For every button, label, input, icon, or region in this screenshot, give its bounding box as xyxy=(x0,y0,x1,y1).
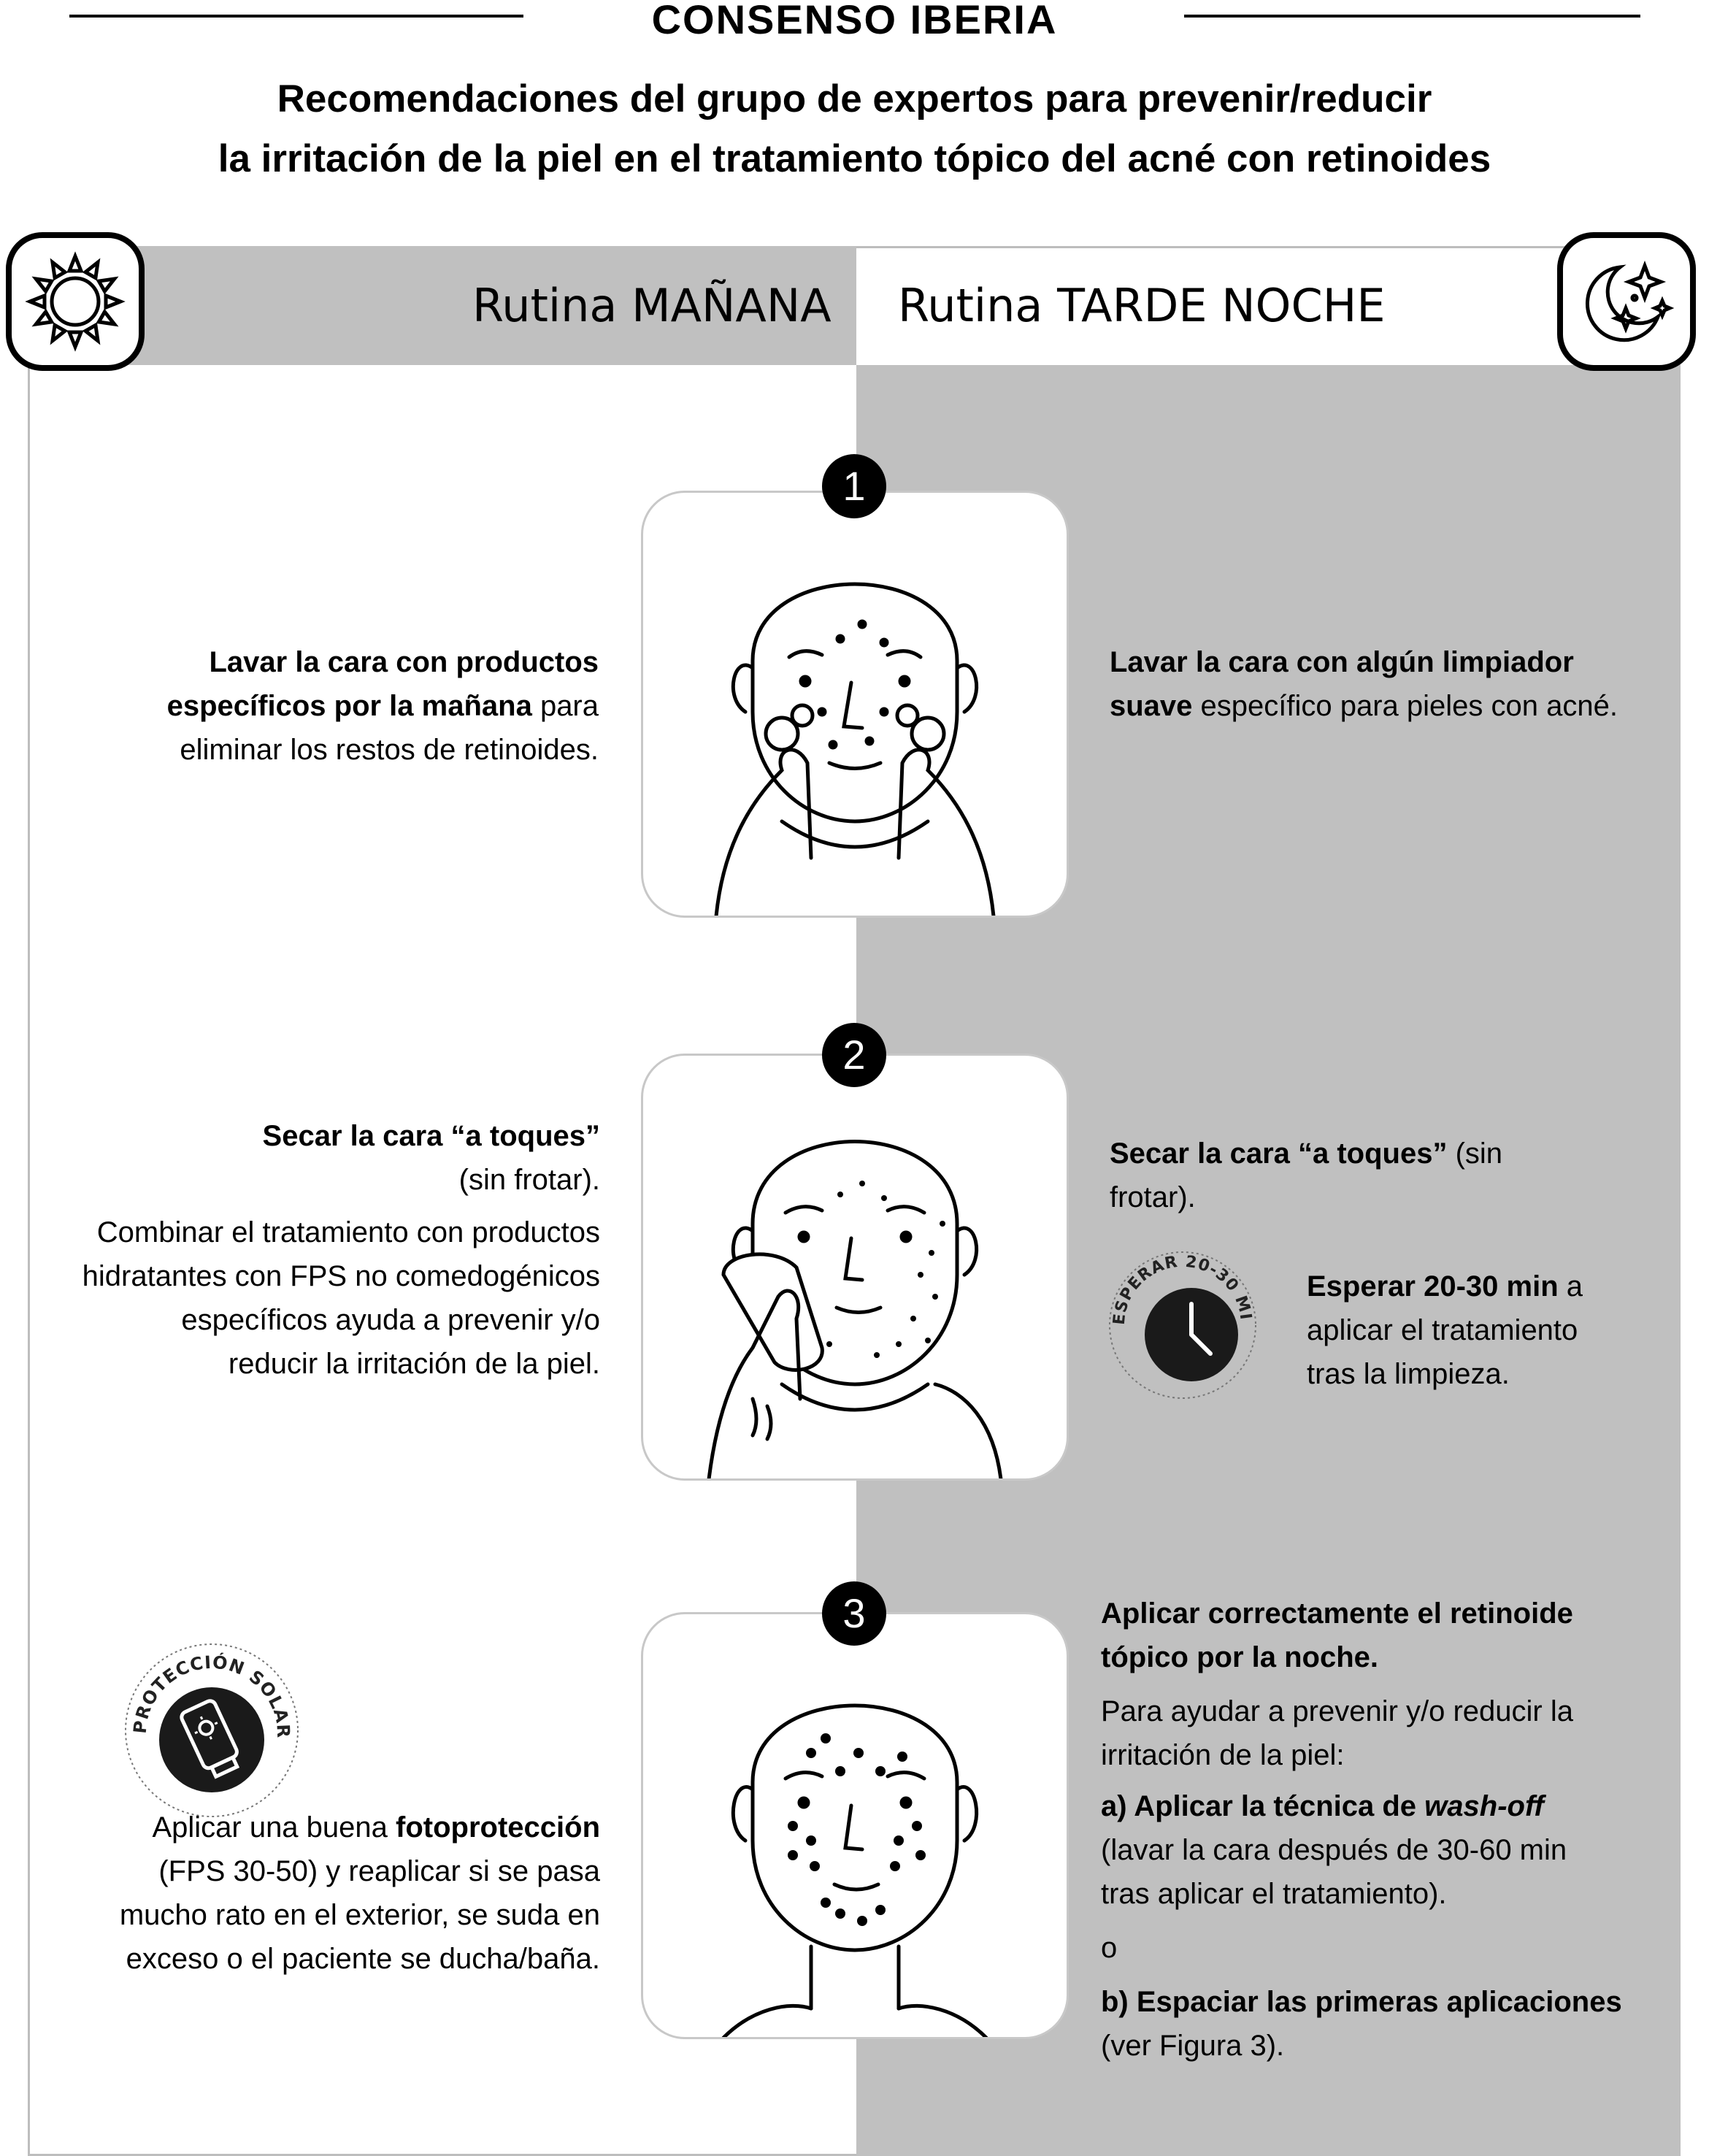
step-1-night-text xyxy=(1110,640,1679,728)
subtitle-line-2: la irritación de la piel en el tratamiento tópico del acné con retinoides xyxy=(218,137,1491,180)
step-1-morning-rest-2: para xyxy=(531,690,599,722)
step-2-night-line-2: frotar). xyxy=(1110,1181,1196,1213)
face-applying-dots-icon xyxy=(643,1614,1067,2038)
step-1-morning-line-3: eliminar los restos de retinoides. xyxy=(180,734,599,766)
step-3-option-b-line-2: (ver Figura 3). xyxy=(1101,2030,1285,2062)
step-3-night-line-3: Para ayudar a prevenir y/o reducir la xyxy=(1101,1695,1573,1727)
step-1-morning-text xyxy=(88,640,599,772)
step-3-option-b-bold: b) Espaciar las primeras aplicaciones xyxy=(1101,1986,1622,2018)
morning-routine-label: Rutina MAÑANA xyxy=(472,279,832,332)
step-3-number: 3 xyxy=(822,1581,886,1646)
step-2-number: 2 xyxy=(822,1023,886,1087)
step-3-option-a-line-3: tras aplicar el tratamiento). xyxy=(1101,1878,1447,1910)
step-3-night-text xyxy=(1101,1592,1679,2068)
clock-badge-text: ESPERAR 20-30 MI xyxy=(1110,1252,1255,1326)
step-3-or: o xyxy=(1101,1932,1118,1964)
step-1-morning-bold-1: Lavar la cara con productos xyxy=(209,646,599,678)
step-1-illustration xyxy=(641,491,1069,918)
sun-badge-text: PROTECCIÓN SOLAR xyxy=(129,1651,294,1739)
clock-icon xyxy=(1145,1288,1238,1381)
step-3-morning-text xyxy=(44,1806,600,1981)
step-3-night-bold-2: tópico por la noche xyxy=(1101,1641,1370,1673)
step-1-morning-bold-2: específicos por la mañana xyxy=(166,690,532,722)
step-2-wait-line-2: aplicar el tratamiento xyxy=(1307,1314,1578,1346)
step-3-option-a-italic: wash-off xyxy=(1424,1790,1544,1822)
sun-icon xyxy=(6,232,145,371)
step-2-morning-line-2: (sin frotar). xyxy=(458,1164,600,1196)
page-subtitle xyxy=(0,69,1709,189)
step-1-night-bold-2: suave xyxy=(1110,690,1193,722)
sun-protection-badge xyxy=(117,1632,307,1822)
step-2-wait-rest: a xyxy=(1558,1270,1583,1303)
subtitle-line-1: Recomendaciones del grupo de expertos para prevenir/reducir xyxy=(277,77,1432,120)
step-2-wait-bold: Esperar 20-30 min xyxy=(1307,1270,1559,1303)
step-3-morning-line-4: exceso o el paciente se ducha/baña. xyxy=(126,1943,600,1975)
step-1-number: 1 xyxy=(822,454,886,518)
wait-clock-badge xyxy=(1102,1241,1263,1402)
step-2-morning-text xyxy=(44,1114,600,1386)
step-3-illustration xyxy=(641,1612,1069,2039)
step-3-morning-line-1-bold: fotoprotección xyxy=(396,1811,600,1844)
step-2-wait-text xyxy=(1307,1265,1679,1396)
step-2-morning-line-6: reducir la irritación de la piel. xyxy=(228,1348,600,1380)
step-2-morning-line-3: Combinar el tratamiento con productos xyxy=(96,1216,600,1248)
step-3-night-bold-2-end: . xyxy=(1370,1641,1379,1673)
step-3-morning-line-3: mucho rato en el exterior, se suda en xyxy=(119,1899,600,1931)
moon-stars-icon xyxy=(1557,232,1696,371)
step-2-illustration xyxy=(641,1054,1069,1481)
step-2-night-text xyxy=(1110,1132,1679,1219)
night-routine-label: Rutina TARDE NOCHE xyxy=(898,279,1386,332)
step-3-option-a-bold: a) Aplicar la técnica de xyxy=(1101,1790,1425,1822)
face-drying-towel-icon xyxy=(643,1056,1067,1479)
face-washing-icon xyxy=(643,493,1067,916)
step-3-morning-line-1-pre: Aplicar una buena xyxy=(152,1811,396,1844)
step-1-night-rest-2: específico para pieles con acné. xyxy=(1192,690,1618,722)
step-3-night-line-4: irritación de la piel: xyxy=(1101,1739,1345,1771)
step-3-night-bold-1: Aplicar correctamente el retinoide xyxy=(1101,1597,1573,1630)
step-2-night-rest-1: (sin xyxy=(1447,1138,1503,1170)
step-2-night-bold-1: Secar la cara “a toques” xyxy=(1110,1138,1448,1170)
page-title: CONSENSO IBERIA xyxy=(651,0,1058,42)
step-2-morning-line-5: específicos ayuda a prevenir y/o xyxy=(181,1304,600,1336)
step-2-morning-bold-1: Secar la cara “a toques” xyxy=(262,1120,600,1152)
step-3-morning-line-2: (FPS 30-50) y reaplicar si se pasa xyxy=(158,1855,600,1887)
step-2-wait-line-3: tras la limpieza. xyxy=(1307,1358,1510,1390)
sunscreen-tube-icon xyxy=(159,1687,264,1792)
step-2-morning-line-4: hidratantes con FPS no comedogénicos xyxy=(82,1260,600,1292)
step-1-night-bold-1: Lavar la cara con algún limpiador xyxy=(1110,646,1574,678)
step-3-option-a-line-2: (lavar la cara después de 30-60 min xyxy=(1101,1834,1567,1866)
